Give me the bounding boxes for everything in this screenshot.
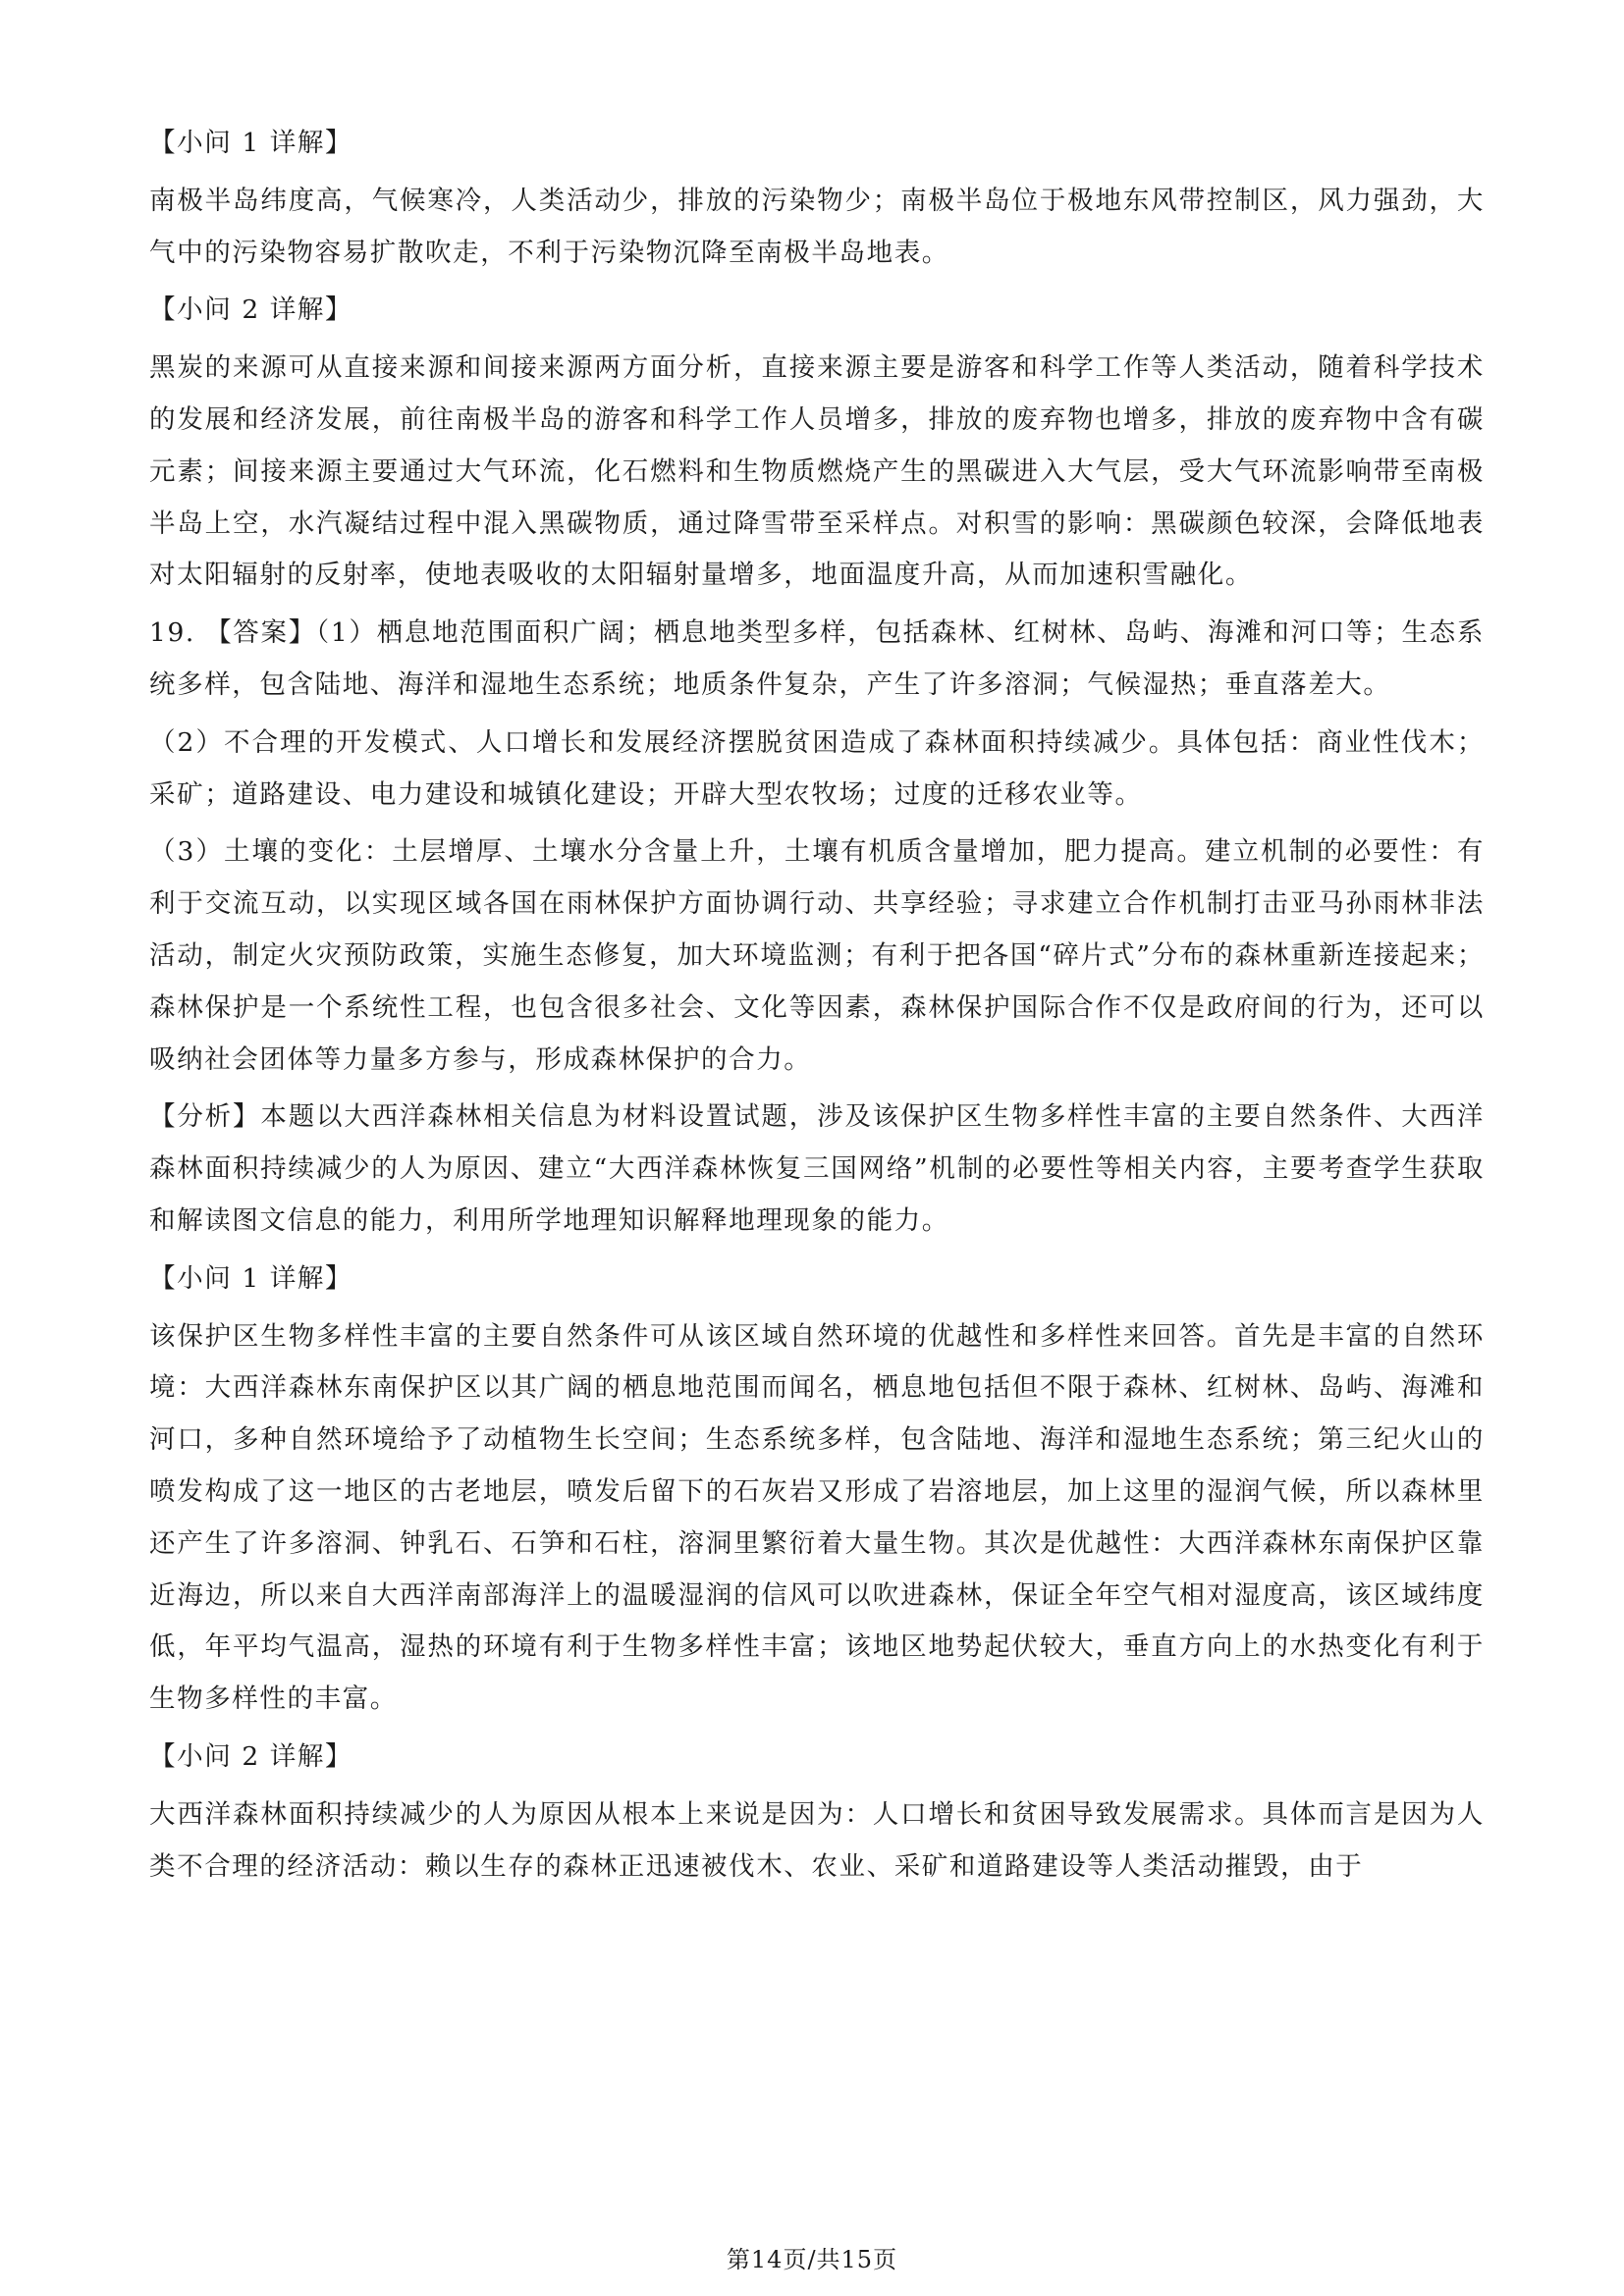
- analysis-paragraph: 【分析】本题以大西洋森林相关信息为材料设置试题，涉及该保护区生物多样性丰富的主要自然条件、大西洋森林面积持续减少的人为原因、建立“大西洋森林恢复三国网络”机制的必要性等相关内容，主要考查学生获取和解读图文信息的能力，利用所学地理知识解释地理现象的能力。: [149, 1101, 1485, 1236]
- paragraph: 大西洋森林面积持续减少的人为原因从根本上来说是因为：人口增长和贫困导致发展需求。具体而言是因为人类不合理的经济活动：赖以生存的森林正迅速被伐木、农业、采矿和道路建设等人类活动摧毁，由于: [149, 1798, 1485, 1882]
- answer-paragraph: （2）不合理的开发模式、人口增长和发展经济摆脱贫困造成了森林面积持续减少。具体包括：商业性伐木；采矿；道路建设、电力建设和城镇化建设；开辟大型农牧场；过度的迁移农业等。: [149, 726, 1485, 810]
- paragraph: 黑炭的来源可从直接来源和间接来源两方面分析，直接来源主要是游客和科学工作等人类活动，随着科学技术的发展和经济发展，前往南极半岛的游客和科学工作人员增多，排放的废弃物也增多，排放的废弃物中含有碳元素；间接来源主要通过大气环流，化石燃料和生物质燃烧产生的黑碳进入大气层，受大气环流影响带至南极半岛上空，水汽凝结过程中混入黑碳物质，通过降雪带至采样点。对积雪的影响：黑碳颜色较深，会降低地表对太阳辐射的反射率，使地表吸收的太阳辐射量增多，地面温度升高，从而加速积雪融化。: [149, 352, 1485, 591]
- page-number: 第14页/共15页: [726, 2246, 898, 2273]
- paragraph: 该保护区生物多样性丰富的主要自然条件可从该区域自然环境的优越性和多样性来回答。首先是丰富的自然环境：大西洋森林东南保护区以其广阔的栖息地范围而闻名，栖息地包括但不限于森林、红树林、岛屿、海滩和河口，多种自然环境给予了动植物生长空间；生态系统多样，包含陆地、海洋和湿地生态系统；第三纪火山的喷发构成了这一地区的古老地层，喷发后留下的石灰岩又形成了岩溶地层，加上这里的湿润气候，所以森林里还产生了许多溶洞、钟乳石、石笋和石柱，溶洞里繁衍着大量生物。其次是优越性：大西洋森林东南保护区靠近海边，所以来自大西洋南部海洋上的温暖湿润的信风可以吹进森林，保证全年空气相对湿度高，该区域纬度低，年平均气温高，湿热的环境有利于生物多样性丰富；该地区地势起伏较大，垂直方向上的水热变化有利于生物多样性的丰富。: [149, 1320, 1485, 1715]
- answer-paragraph: 19. 【答案】（1）栖息地范围面积广阔；栖息地类型多样，包括森林、红树林、岛屿、海滩和河口等；生态系统多样，包含陆地、海洋和湿地生态系统；地质条件复杂，产生了许多溶洞；气候湿热；垂直落差大。: [149, 617, 1485, 700]
- section-heading: 【小问 2 详解】: [149, 1740, 353, 1772]
- section-heading: 【小问 2 详解】: [149, 294, 353, 326]
- document-body: [149, 118, 1485, 1898]
- section-heading: 【小问 1 详解】: [149, 1262, 353, 1294]
- paragraph: 南极半岛纬度高，气候寒冷，人类活动少，排放的污染物少；南极半岛位于极地东风带控制区，风力强劲，大气中的污染物容易扩散吹走，不利于污染物沉降至南极半岛地表。: [149, 185, 1485, 268]
- answer-paragraph: （3）土壤的变化：土层增厚、土壤水分含量上升，土壤有机质含量增加，肥力提高。建立机制的必要性：有利于交流互动，以实现区域各国在雨林保护方面协调行动、共享经验；寻求建立合作机制打击亚马孙雨林非法活动，制定火灾预防政策，实施生态修复，加大环境监测；有利于把各国“碎片式”分布的森林重新连接起来；森林保护是一个系统性工程，也包含很多社会、文化等因素，森林保护国际合作不仅是政府间的行为，还可以吸纳社会团体等力量多方参与，形成森林保护的合力。: [149, 836, 1485, 1075]
- section-heading: 【小问 1 详解】: [149, 128, 353, 158]
